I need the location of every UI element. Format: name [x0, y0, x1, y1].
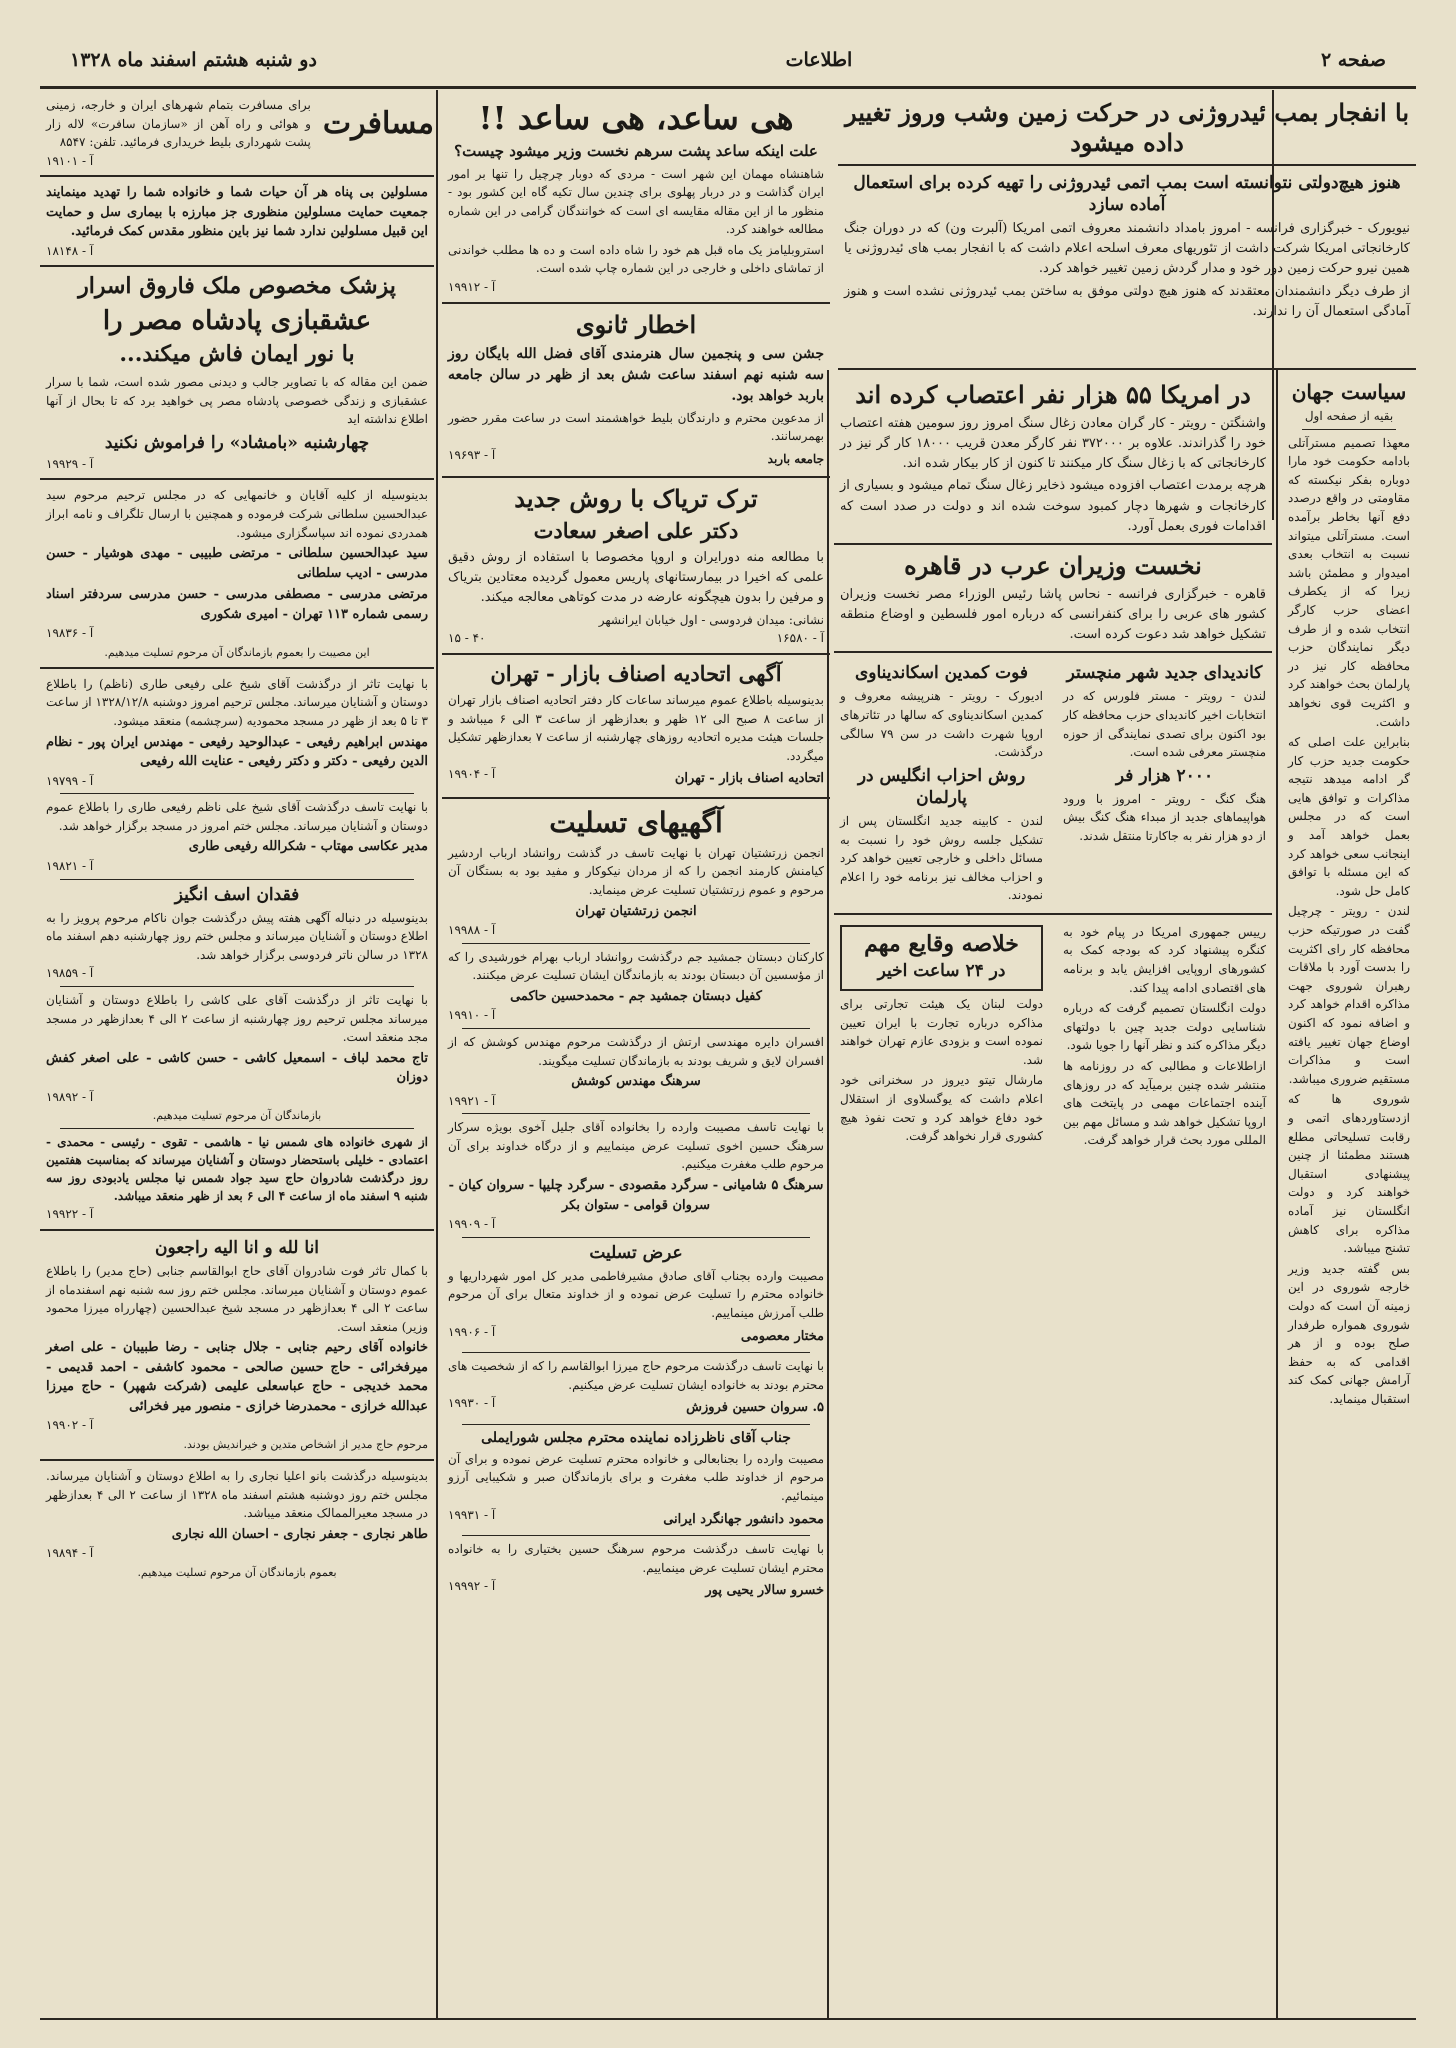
bazaar-signature: اتحادیه اصناف بازار - تهران [674, 771, 824, 787]
sultani-footer: این مصیبت را بعموم بازماندگان آن مرحوم تسلیت میدهیم. [104, 645, 370, 659]
clock-body-2: استروبلیامز یک ماه قبل هم خود را شاه داده است و ده ها مطلب خواندنی از تماشای داخلی و خارجی در این شماره چاپ شده است. [448, 242, 824, 276]
najjari-body: بدینوسیله درگذشت بانو اعلیا نجاری را به اطلاع دوستان و آشنایان میرساند. مجلس ختم روز دوشنبه هشتم اسفند ماه ۱۳۲۸ از ساعت ۲ الی ۴ بعدازظهر در مسجد معیرالممالک منعقد میباشد. [46, 1469, 428, 1521]
rafi-signature: مهندس ابراهیم رفیعی - عبدالوحید رفیعی - مهندس ایران پور - نظام الدین رفیعی - دکتر و دکتر رفیعی - عنایت الله رفیعی [46, 734, 428, 770]
ad-number: آ - ۱۹۱۰۱ [46, 153, 94, 168]
news-column [834, 376, 1272, 2016]
bazaar-body: بدینوسیله باطلاع عموم میرساند ساعات کار دفتر اتحادیه اصناف بازار تهران از ساعت ۸ صبح الی ۱۲ ظهر و بعدازظهر از ساعت ۳ الی ۶ میباشد و جلسات هیئت مدیره اتحادیه روزهای چهارشنبه از ساعت ۷ بعدازظهر تشکیل میگردد. [448, 692, 824, 763]
ad-number: آ - ۱۹۹۸۸ [448, 923, 496, 938]
divider [60, 986, 414, 987]
condolence-body: مصیبت وارده بجناب آقای صادق مشیرفاطمی مدیر کل امور شهرداریها و خانواده محترم را تسلیت عرض نموده و از خداوند متعال برای آن مرحوم طلب آمرزش مینماییم. [448, 1268, 824, 1320]
page-number: صفحه ۲ [1320, 49, 1386, 71]
summary-body: دولت لبنان یک هیئت تجارتی برای مذاکره درباره تجارت با ایران تعیین نموده است و بزودی عازم تهران خواهند شد. [840, 996, 1043, 1067]
tb-appeal-body: مسلولین بی پناه هر آن حیات شما و خانواده شما را تهدید مینمایند جمعیت حمایت مسلولین منظوری جز مبارزه با بیماری سل و حمایت این قبیل مسلولین ندارد شما نیز باین منظور مقدس کمک فرمائید. [46, 185, 428, 240]
divider [834, 913, 1272, 915]
divider [40, 1229, 434, 1231]
usa-strike-body-2: هرچه برمدت اعتصاب افزوده میشود ذخایر زغال سنگ تمام میشود و بسیاری از کارخانجات و شهرها دچار کمبود سوخت شده اند و دولت در صدد است که اقدامات فوری بعمل آورد. [840, 478, 1266, 534]
ad-number: آ - ۱۹۸۵۹ [46, 966, 94, 981]
opium-headline: ترک تریاک با روش جدید [514, 483, 758, 513]
usa-strike-body: واشنگتن - رویتر - کار گران معادن زغال سنگ امروز روز سومین هفته اعتصاب خود را گذراندند. علاوه بر ۳۷۲۰۰۰ نفر کارگر معدن قریب ۱۸۰۰۰ کار گر نیز در کارخانجاتی که با زغال سنگ کار میکنند تا کنون از کار بیکار شده اند. [840, 416, 1266, 472]
world-politics-body-2: بنابراین علت اصلی که حکومت جدید حزب کار گر ادامه میدهد نتیجه مذاکرات و توافق هایی است که در مجلس بعمل خواهد آمد و اینجانب سعی خواهد کرد که این مسئله با توافق کامل حل شود. [1288, 735, 1410, 898]
ad-number: آ - ۱۹۹۰۹ [448, 1217, 496, 1232]
ad-number: آ - ۱۹۸۹۲ [46, 1089, 94, 1104]
paper-name: اطلاعات [785, 49, 853, 71]
world-politics-body: معهذا تصمیم مسترآتلی بادامه حکومت خود مارا دوباره بفکر نیکسته که مقاومتی در واقع درصدد دفع آنها بخاطر برآمده است. مسترآتلی میتواند نسبت به انتخاب بعدی امیدوار و مطمئن باشد زیرا که از یکطرف اعضای حزب کارگر انتخاب شده و از طرف دیگر نمایندگان حزب محافظه کار نیز در پارلمان بحث خواهند کرد و اکثریت قوی نخواهد داشت. [1288, 435, 1410, 729]
ad-number: آ - ۱۹۷۹۹ [46, 773, 94, 788]
bottom-rule [40, 2018, 1416, 2020]
divider [462, 1237, 810, 1238]
shamsnia-body: از شهری خانواده های شمس نیا - هاشمی - تقوی - رئیسی - محمدی - اعتمادی - خلیلی باستحضار دوستان و آشنایان میرساند که بمناسبت هفتمین روز درگذشت شادروان حاج سید جواد شمس نیا مجلس یادبودی روز سه شنبه ۹ اسفند ماه از ساعت ۴ الی ۶ بعد از ظهر منعقد میباشد. [46, 1135, 428, 1204]
bazaar-footer [442, 767, 830, 791]
travel-body: برای مسافرت بتمام شهرهای ایران و خارجه، زمینی و هوائی و راه آهن از «سازمان سافرت» لاله زار پشت شهرداری بلیط خریداری فرمائید. تلفن: ۸۵۴۷ [46, 98, 311, 150]
condolence-body: مصیبت وارده را بجنابعالی و خانواده محترم تسلیت عرض نموده و برای آن مرحوم از خداوند طلب مغفرت و برای بازماندگان صبر و شکیبایی آرزو مینمائیم. [448, 1451, 824, 1504]
inna-headline: انا لله و انا اليه راجعون [154, 1238, 320, 1258]
ad-number: آ - ۱۹۹۰۲ [46, 1418, 94, 1433]
world-politics-article [1282, 376, 1416, 2016]
summary-section [834, 921, 1272, 1152]
manchester-headline: کاندیدای جدید شهر منچستر [1066, 663, 1263, 684]
notice-footer [442, 448, 830, 470]
ad-number: آ - ۱۸۱۴۸ [46, 243, 94, 258]
ad-number: آ - ۱۹۸۹۴ [46, 1546, 94, 1561]
condolence-signature: مختار معصومی [740, 1328, 824, 1344]
column-divider [436, 90, 438, 2020]
date-line: دو شنبه هشتم اسفند ماه ۱۳۲۸ [70, 49, 317, 71]
ad-number: آ - ۱۹۹۳۱ [448, 1507, 496, 1522]
world-politics-body-5: بس گفته جدید وزیر خارجه شوروی در این زمینه آن است که دولت شوروی همواره طرفدار صلح بوده و از هر اقدامی که به حفظ آرامش جهانی کمک کند استقبال مینماید. [1288, 1261, 1410, 1406]
notice-body: جشن سی و پنجمین سال هنرمندی آقای فضل الله بایگان روز سه شنبه نهم اسفند ساعت شش بعد از ظهر در سالن جامعه باربد خواهد بود. [448, 345, 824, 404]
ad-number: آ - ۱۹۹۰۶ [448, 1324, 496, 1339]
summary-subtitle: در ۲۴ ساعت اخیر [877, 960, 1006, 981]
scandinavia-body: ادیورک - رویتر - هنرپیشه معروف و کمدین اسکاندیناوی که سالها در تئاترهای اروپا شهرت داشت در سن ۷۹ سالگی درگذشت. [840, 689, 1043, 760]
inna-footer: مرحوم حاج مدیر از اشخاص متدین و خیراندیش بودند. [183, 1438, 428, 1452]
opium-footer [442, 631, 830, 647]
sultani-names: سید عبدالحسین سلطانی - مرتضی طبیبی - مهدی هوشیار - حسن مدرسی - ادیب سلطانی [46, 546, 428, 581]
ads-column-center [442, 94, 830, 2016]
condolence-signature: محمود دانشور جهانگرد ایرانی [663, 1511, 824, 1527]
news-subcol-right [1057, 659, 1272, 907]
clock-body: شاهنشاه مهمان این شهر است - مردی که دوبار چرچیل را تنها بر امور ایران گذاشت و در دربار پهلوی برای چندین سال تکیه گاه این کشور بود - منظور ما از این مقاله مقایسه ای است که خوانندگان گرامی در این شماره مطالعه خواهند کرد. [448, 166, 824, 237]
two-col-news [834, 659, 1272, 907]
condolence-footer [442, 1325, 830, 1349]
hbomb-subhead: هنوز هیچ‌دولتی نتوانسته است بمب اتمی ئیدروژنی را تهیه کرده برای استعمال آماده سازد [853, 173, 1401, 216]
scandinavia-headline: فوت کمدین اسکاندیناوی [854, 663, 1028, 684]
notice-signature: جامعه باربد [767, 451, 824, 466]
angiz-body: بدینوسیله در دنباله آگهی هفته پیش درگذشت جوان ناکام مرحوم پرویز را به اطلاع دوستان و آشنایان میرساند و مجلس ختم روز چهارشنبه دهم اسفند ماه ۱۳۲۸ در سالن ناتر فردوسی برگزار خواهد شد. [46, 910, 428, 962]
world-politics-body-3: لندن - رویتر - چرچیل گفت در صورتیکه حزب محافظه کار رای اکثریت را بدست آورد با ملاقات رهبران شوروی جهت مذاکره اقدام خواهد کرد و اضافه نمود که اکنون اوضاع جهان تغییر یافته است و مذاکرات مستقیم ضروری میباشد. [1288, 904, 1410, 1086]
hbomb-article [838, 94, 1416, 366]
ad-number: آ - ۱۹۸۲۱ [46, 858, 94, 873]
ad-number: آ - ۱۹۶۹۳ [448, 447, 496, 462]
divider [40, 265, 434, 267]
ad-number: آ - ۱۹۹۲۱ [448, 1093, 496, 1108]
summary-body-2: مارشال تیتو دیروز در سخنرانی خود اعلام داشت که یوگسلاوی از استقلال خود دفاع خواهد کرد و تحت نفوذ هیچ کشوری قرار نخواهد گرفت. [840, 1073, 1043, 1144]
continued-label: بقیه از صفحه اول [1304, 409, 1394, 423]
summary-body-3: رییس جمهوری امریکا در پیام خود به کنگره پیشنهاد کرد که بودجه کمک به کشورهای اروپایی افزایش یابد و برنامه های اقتصادی ادامه پیدا کند. [1063, 924, 1266, 995]
farouk-headline: پزشک مخصوص ملک فاروق اسرار [78, 273, 396, 300]
summary-box [840, 925, 1043, 991]
opium-body: با مطالعه منه دورایران و اروپا مخصوصا با استفاده از روش دقیق علمی که اخیرا در بیمارستانهای پاریس معمول گردیده معتادین بتریاک و مرفین را بدون هیچگونه عارضه در مدت کوتاهی معالجه میکند. [448, 550, 824, 606]
condolence-signature: انجمن زرتشتیان تهران [575, 903, 697, 919]
parties-headline: روش احزاب انگلیس در پارلمان [857, 765, 1026, 808]
condolence-section-title: آگهیهای تسلیت [549, 805, 723, 839]
opium-hours: ۱۵ - ۴۰ [448, 631, 486, 646]
opium-address: نشانی: میدان فردوسی - اول خیابان ایرانشهر [598, 612, 824, 627]
divider [442, 302, 830, 304]
travel-ad [40, 94, 434, 154]
summary-title: خلاصه وقایع مهم [864, 930, 1019, 957]
divider [462, 1424, 810, 1425]
divider [462, 943, 810, 944]
masthead-rule [40, 86, 1416, 89]
ad-number: آ - ۱۹۸۳۶ [46, 626, 94, 641]
travel-title: مسافرت [322, 106, 434, 142]
divider [442, 476, 830, 478]
kashi-signature: تاج محمد لباف - اسمعیل کاشی - حسن کاشی - علی اصغر کفش دوزان [46, 1050, 428, 1086]
notice-headline: اخطار ثانوی [575, 309, 697, 339]
cairo-body: قاهره - خبرگزاری فرانسه - نحاس پاشا رئیس الوزراء مصر نخست وزیران کشور های عربی را برای کنفرانسی که درباره امور فلسطین و اوضاع منطقه تشکیل خواهد شد دعوت کرده است. [840, 586, 1266, 643]
farouk-headline-3: با نور ایمان فاش میکند... [119, 341, 355, 368]
condolence-signature: ۵. سروان حسین فروزش [686, 1400, 824, 1416]
clock-subhead: علت اینکه ساعد پشت سرهم نخست وزیر میشود چیست؟ [454, 142, 818, 160]
condolence-body: انجمن زرتشتیان تهران با نهایت تاسف در گذشت روانشاد ارباب اردشیر کیامنش کارمند انجمن را که از مردان نیکوکار و مفید بود به بستگان آن مرحوم و عموم زرتشتیان تسلیت عرض مینماید. [448, 845, 824, 898]
condolence-footer [442, 1508, 830, 1532]
divider [462, 1113, 810, 1114]
condolence-signature: سرهنگ مهندس کوشش [571, 1074, 701, 1090]
parties-body: لندن - کابینه جدید انگلستان پس از تشکیل جلسه روش خود را نسبت به مسائل داخلی و خارجی تعیین خواهد کرد و احزاب مخالف نیز برنامه خود را اعلام نمودند. [840, 813, 1043, 903]
sultani-names-2: مرتضی مدرسی - مصطفی مدرسی - حسن مدرسی سردفتر اسناد رسمی شماره ۱۱۳ تهران - امیری شکوری [46, 587, 428, 622]
ad-number: آ - ۱۹۹۹۲ [448, 1579, 496, 1594]
usa-strike-headline: در امریکا ۵۵ هزار نفر اعتصاب کرده اند [855, 380, 1251, 409]
condolence-title: جناب آقای ناظرزاده نماینده محترم مجلس شورایملی [481, 1429, 791, 1446]
notice-body-2: از مدعوین محترم و دارندگان بلیط خواهشمند است در ساعت مقرر حضور بهمرسانند. [448, 410, 824, 444]
divider [442, 653, 830, 655]
divider [834, 543, 1272, 545]
condolence-footer [442, 1396, 830, 1420]
condolence-body: با نهایت تاسف درگذشت مرحوم حاج میرزا ابوالقاسم را که از شخصیت های محترم بودند به خانواده ایشان تسلیت عرض میکنیم. [448, 1359, 824, 1392]
condolence-body: با نهایت تاسف مصیبت وارده را بخانواده آقای جلیل آخوی بویژه سرکار سرهنگ حسین اخوی تسلیت عرض مینماییم و از درگاه خداوند برای آن مرحوم طلب مغفرت میکنیم. [448, 1120, 824, 1172]
taheri-body: با نهایت تاسف درگذشت آقای شیخ علی ناظم رفیعی طاری را باطلاع عموم دوستان و آشنایان میرساند. مجلس ختم امروز در مسجد برگزار خواهد شد. [46, 800, 428, 833]
clock-headline: هی ساعد، هی ساعد !! [478, 99, 794, 137]
condolence-title: عرض تسلیت [589, 1242, 683, 1263]
farouk-body: ضمن این مقاله که با تصاویر جالب و دیدنی مصور شده است، شما با سرار عشقبازی و زندگی خصوصی پادشاه مصر پی خواهید برد که تا بحال از آنها اطلاع نداشته اید [46, 374, 428, 427]
ad-number: آ - ۱۶۵۸۰ [776, 631, 824, 646]
opium-doctor-name: دکتر علی اصغر سعادت [533, 517, 739, 543]
condolence-signature: کفیل دبستان جمشید جم - محمدحسین حاکمی [510, 988, 762, 1004]
summary-body-4: دولت انگلستان تصمیم گرفت که درباره شناسایی دولت جدید چین با دولتهای دیگر مذاکره کند و نظر آنها را جویا شود. [1063, 1001, 1266, 1053]
ad-number: آ - ۱۹۹۱۰ [448, 1008, 496, 1023]
divider [60, 793, 414, 794]
divider [462, 1028, 810, 1029]
bazaar-headline: آگهی اتحادیه اصناف بازار - تهران [490, 660, 782, 686]
ad-number: آ - ۱۹۹۰۴ [448, 767, 496, 782]
divider [838, 164, 1416, 166]
inna-body: با کمال تاثر فوت شادروان آقای حاج ابوالقاسم جنابی (حاج مدیر) را باطلاع عموم دوستان و آشنایان میرساند. مجلس ختم روز سه شنبه نهم اسفندماه از ساعت ۲ الی ۴ بعدازظهر در مسجد شیخ عبدالحسین (چهارراه میرزا محمود وزیر) منعقد است. [46, 1264, 429, 1334]
farouk-tagline: چهارشنبه «بامشاد» را فراموش نکنید [104, 432, 370, 453]
summary-body-5: ازاطلاعات و مطالبی که در روزنامه ها منتشر شده چنین برمیآید که در روزهای آینده اجتماعات مهمی در پایتخت های اروپا تشکیل خواهد شد و مسائل مهم بین المللی مورد بحث قرار خواهد گرفت. [1063, 1059, 1266, 1148]
condolence-signature: خسرو سالار یحیی پور [705, 1583, 824, 1599]
najjari-footer: بعموم بازماندگان آن مرحوم تسلیت میدهیم. [137, 1565, 337, 1579]
world-politics-body-4: شوروی ها که ازدستاوردهای اتمی و رقابت تسلیحاتی مطلع هستند مطمئنا از چنین پیشنهادی استقبال خواهند کرد و دولت انگلستان نیز آماده مذاکره برای کاهش تشنج میباشد. [1288, 1092, 1410, 1256]
kashi-body: با نهایت تاثر از درگذشت آقای علی کاشی را باطلاع دوستان و آشنایان میرساند مجلس ترحیم روز چهارشنبه از ساعت ۲ الی ۴ بعدازظهر در مسجد مجد منعقد است. [46, 992, 428, 1045]
taheri-signature: مدیر عکاسی مهتاب - شکرالله رفیعی طاری [188, 839, 428, 855]
divider [40, 478, 434, 480]
ad-number: آ - ۱۹۹۲۹ [46, 456, 94, 471]
summary-subcol-right [1057, 921, 1272, 1152]
hbomb-headline: با انفجار بمب ئیدروژنی در حرکت زمین وشب وروز تغییر داده میشود [844, 98, 1410, 157]
world-politics-title: سیاست جهان [1291, 380, 1407, 404]
inna-names: خانواده آقای رحیم جنابی - جلال جنابی - رضا طبیبان - علی اصغر میرفخرائی - حاج حسین صالحی - محمود کاشفی - احمد قدیمی - محمد خدیجی - حاج عباسعلی علیمی (شرکت شهپر) - حاج میرزا عبدالله خرازی - محمدرضا خرازی - منصور میر فخرائی [46, 1340, 428, 1414]
hbomb-body-2: از طرف دیگر دانشمندان معتقدند که هنوز هیچ دولتی موفق به ساختن بمب ئیدروژنی نشده است و هنوز آمادگی استعمال آن را ندارند. [844, 283, 1410, 319]
ad-number: آ - ۱۹۹۱۲ [448, 280, 496, 295]
rafi-body: با نهایت تاثر از درگذشت آقای شیخ علی رفیعی طاری (ناظم) را باطلاع دوستان و آشنایان میرساند. مجلس ترحیم امروز دوشنبه ۱۳۲۸/۱۲/۸ از ساعت ۳ تا ۵ بعد از ظهر در مسجد محمودیه (سرچشمه) منعقد میشود. [46, 676, 428, 729]
kashi-footer: بازماندگان آن مرحوم تسلیت میدهیم. [152, 1109, 322, 1123]
news-subcol-left [834, 659, 1049, 907]
farouk-headline-2: عشقبازی پادشاه مصر را [102, 305, 372, 336]
section-rule [838, 368, 1416, 370]
divider [40, 667, 434, 669]
divider [60, 1128, 414, 1129]
divider [60, 879, 414, 880]
ads-column-left [40, 94, 434, 2016]
divider [442, 797, 830, 799]
hbomb-body: نیویورک - خبرگزاری فرانسه - امروز بامداد دانشمند معروف اتمی امریکا (آلبرت ون) که در دوران جنگ کارخانجاتی امریکا شرکت داشت از تئوریهای معرف اسلحه اعلام داشت که با انفجار بمب های ئیدروژنی یا همین نیرو حرکت زمین دور خود و مدار گردش زمین تغییر خواهد کرد. [844, 221, 1410, 277]
sultani-body: بدینوسیله از کلیه آقایان و خانمهایی که در مجلس ترحیم مرحوم سید عبدالحسین سلطانی شرکت فرموده و همچنین با ارسال تلگراف و نامه ابراز همدردی نموده اند سپاسگزاری میشود. [46, 488, 428, 540]
cairo-headline: نخست وزیران عرب در قاهره [904, 550, 1202, 580]
najjari-signature: طاهر نجاری - جعفر نجاری - احسان الله نجاری [171, 1526, 428, 1542]
ad-number: آ - ۱۹۹۳۰ [448, 1396, 496, 1411]
divider [834, 651, 1272, 653]
plane-headline: ۲۰۰۰ هزار فر [1115, 765, 1214, 786]
condolence-body: افسران دایره مهندسی ارتش از درگذشت مرحوم مهندس کوشش که از افسران لایق و شریف بودند به بازماندگان تسلیت میگویند. [448, 1034, 824, 1068]
masthead [70, 38, 1386, 82]
condolence-signature: سرهنگ ۵ شامیانی - سرگرد مقصودی - سرگرد چلیپا - سروان کیان - سروان قوامی - ستوان بکر [448, 1178, 824, 1213]
condolence-body: کارکنان دبستان جمشید جم درگذشت روانشاد ارباب بهرام خورشیدی را که از مؤسسین آن دبستان بودند به بازماندگان ایشان تسلیت عرض میکنند. [448, 949, 824, 983]
divider [462, 1352, 810, 1353]
ad-number: آ - ۱۹۹۲۲ [46, 1207, 94, 1222]
divider [40, 175, 434, 177]
divider [462, 1535, 810, 1536]
plane-body: هنگ کنگ - رویتر - امروز با ورود هواپیماهای جدید از مبداء هنگ کنگ بیش از دو هزار نفر به جاکارتا منتقل شدند. [1063, 791, 1266, 844]
summary-subcol-left [834, 921, 1049, 1152]
condolence-body: با نهایت تاسف درگذشت مرحوم سرهنگ حسین بختیاری را به خانواده محترم ایشان تسلیت عرض مینماییم. [448, 1542, 824, 1575]
manchester-body: لندن - رویتر - مستر فلورس که در انتخابات اخیر کاندیدای حزب محافظه کار بود اکنون برای تصدی نمایندگی از حوزه منچستر معرفی شده است. [1063, 689, 1266, 760]
divider [1302, 429, 1396, 430]
divider [40, 1459, 434, 1461]
column-divider [1276, 370, 1278, 2020]
angiz-headline: فقدان اسف انگیز [174, 884, 300, 905]
condolence-footer [442, 1579, 830, 1603]
